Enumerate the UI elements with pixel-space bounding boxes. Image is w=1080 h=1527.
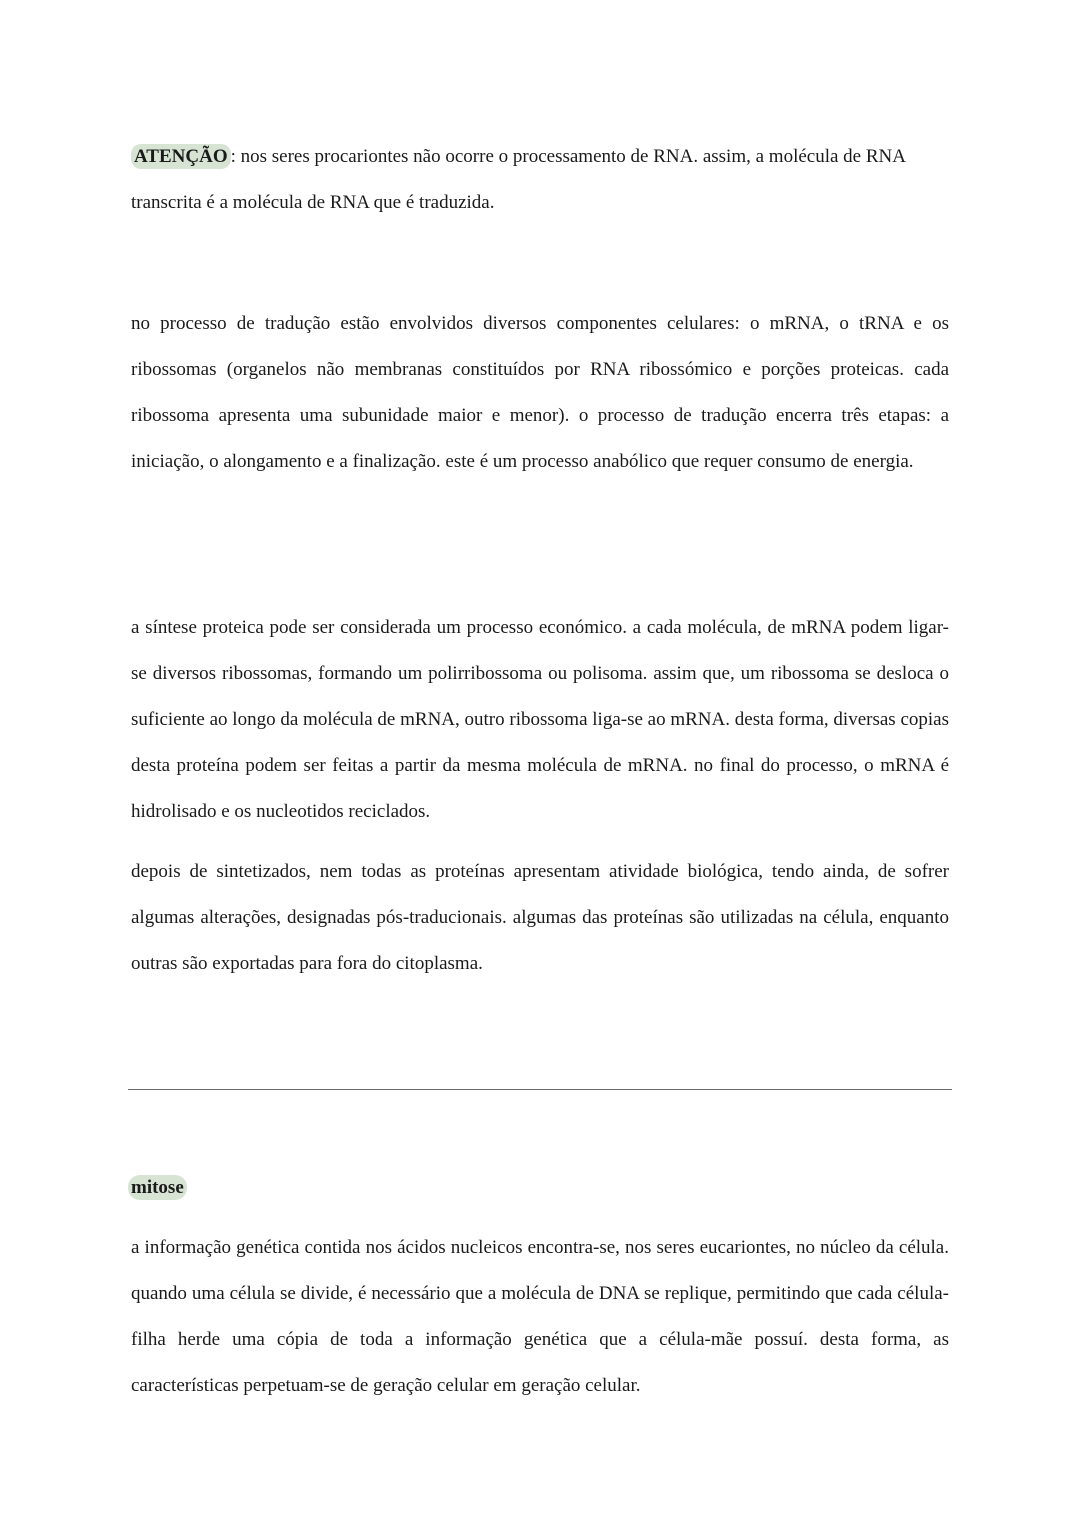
- attention-note: [131, 134, 949, 226]
- section-heading-label: mitose: [128, 1175, 187, 1200]
- paragraph-pos-traducionais: depois de sintetizados, nem todas as proteínas apresentam atividade biológica, tendo ainda, de sofrer algumas alterações, designadas pós-traducionais. algumas das proteínas são utilizadas na célula, enquanto outras são exportadas para fora do citoplasma.: [131, 861, 949, 974]
- section-heading: [128, 1174, 187, 1202]
- paragraph-sintese: a síntese proteica pode ser considerada um processo económico. a cada molécula, de mRNA podem ligar-se diversos ribossomas, formando um polirribossoma ou polisoma. assim que, um ribossoma se desloca o suficiente ao longo da molécula de mRNA, outro ribossoma liga-se ao mRNA. desta forma, diversas copias desta proteína podem ser feitas a partir da mesma molécula de mRNA. no final do processo, o mRNA é hidrolisado e os nucleotidos reciclados.: [131, 617, 949, 822]
- paragraph-mitose-intro: a informação genética contida nos ácidos nucleicos encontra-se, nos seres eucariontes, no núcleo da célula. quando uma célula se divide, é necessário que a molécula de DNA se replique, permitindo que cada célula- filha herde uma cópia de toda a informação genética que a célula-mãe possuí. desta forma, as características perpetuam-se de geração celular em geração celular.: [131, 1237, 949, 1396]
- paragraph-traducao: no processo de tradução estão envolvidos diversos componentes celulares: o mRNA, o tRNA e os ribossomas (organelos não membranas constituídos por RNA ribossómico e porções proteicas. cada ribossoma apresenta uma subunidade maior e menor). o processo de tradução encerra três etapas: a iniciação, o alongamento e a finalização. este é um processo anabólico que requer consumo de energia.: [131, 313, 949, 472]
- attention-text: : nos seres procariontes não ocorre o processamento de RNA. assim, a molécula de RNA transcrita é a molécula de RNA que é traduzida.: [131, 146, 905, 213]
- section-divider: [128, 1089, 952, 1090]
- attention-label: ATENÇÃO: [131, 144, 231, 169]
